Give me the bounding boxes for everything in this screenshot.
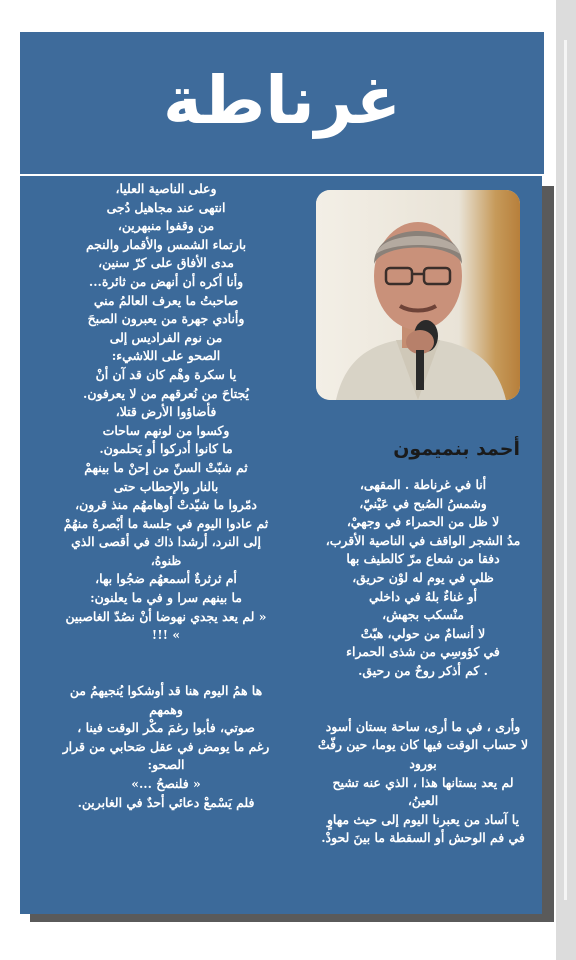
- poem-line: بورود: [409, 755, 437, 771]
- poem-line: منْسكب بجهش،: [382, 607, 464, 623]
- poem-line: دمّروا ما شيّدتْ أوهامهُم منذ قرون،: [75, 497, 257, 513]
- poem-line: في فم الوحش أو السقطة ما بينَ لحودْ.: [321, 830, 525, 846]
- author-photo: [316, 190, 520, 400]
- poem-line: فلم يَسْمعْ دعائي أحدٌ في الغابرين.: [77, 794, 255, 810]
- author-portrait-icon: [316, 190, 520, 400]
- stanza-gap: [310, 699, 536, 718]
- poem-line: من نوم الفراديس إلى: [109, 329, 223, 345]
- poem-line: دفقا من شعاع مرّ كالطيف بها: [346, 551, 500, 567]
- poem-line: أو غناءٌ بلهُ في داخلي: [369, 588, 477, 604]
- poem-line: مدُ الشجر الواقف في الناصية الأقرب،: [325, 532, 521, 548]
- page-edge: [556, 0, 576, 960]
- author-name: أحمد بنميمون: [393, 438, 520, 460]
- poem-line: لا أنسامٌ من حولي، هبّتْ: [360, 625, 486, 641]
- poem-left-column: [28, 180, 304, 812]
- page-title: غرناطة: [163, 62, 401, 139]
- poem-line: بالنار والإحطاب حتى: [113, 478, 219, 494]
- poem-right-column: [310, 476, 536, 848]
- poem-line: وأرى ، في ما أرى، ساحة بستان أسود: [325, 718, 521, 734]
- poem-panel: [20, 176, 542, 914]
- poem-line: « لم يعد يجدي نهوضا أنْ نصُدّ الغاصبين: [65, 608, 267, 624]
- poem-line: » !!!: [151, 627, 181, 643]
- poem-line: وعلى الناصية العليا،: [115, 181, 217, 196]
- poem-line: انتهى عند مجاهيل دُجى: [106, 199, 226, 215]
- poem-line: . كم أذكر روحٌ من رحيق.: [358, 662, 488, 678]
- poem-line: ها همُ اليوم هنا قد أوشكوا يُنجيهمُ من: [69, 683, 263, 699]
- poem-line: أنا في غرناطة . المقهى،: [359, 477, 487, 492]
- poem-line: ما كانوا أدركوا أو يَحلمون.: [99, 441, 233, 457]
- poem-line: وشمسُ الصُبح في عَيْنيّ،: [359, 495, 487, 511]
- poem-line: صوتي، فأبوا رغمَ مكْر الوقت فينا ،: [77, 720, 255, 736]
- poem-line: وأنا أكره أن أنهض من ثائرة...: [88, 273, 244, 289]
- poem-line: ظنوهُ،: [150, 552, 182, 568]
- poem-line: ظلي في يوم له لوْن حريق،: [352, 569, 494, 585]
- poem-line: في كؤوسِي من شذى الحمراء: [346, 644, 500, 660]
- poem-line: مدى الأفاق على كرّ سنين،: [98, 255, 234, 271]
- poem-line: صاحبتُ ما يعرف العالمُ مني: [93, 292, 239, 308]
- poem-line: ثم عادوا اليوم في جلسة ما أبْصرهُ منهُمْ: [63, 515, 269, 531]
- stanza-gap: [310, 681, 536, 700]
- title-banner: [20, 32, 544, 174]
- poem-line: لا ظل من الحمراء في وجهيْ،: [346, 514, 500, 530]
- poem-line: بارتماء الشمس والأقمار والنجم: [85, 236, 247, 252]
- poem-line: رغم ما يومض في عقل صَحابي من قرار: [62, 738, 270, 754]
- poem-line: العينُ،: [407, 793, 439, 809]
- stanza-gap: [28, 663, 304, 682]
- poem-line: يُجتاحَ من نُعرقهم من لا يعرفون.: [83, 385, 249, 401]
- poem-line: لا حساب الوقت فيها كان يوما، حين رفّتْ: [317, 737, 529, 753]
- stanza-gap: [28, 645, 304, 664]
- poem-line: الصحو:: [147, 757, 185, 773]
- poem-line: وكسوا من لونهم ساحات: [102, 422, 230, 438]
- poem-line: « فلنصحُ ...»: [131, 776, 201, 791]
- poem-line: الصحو على اللاشيء:: [111, 348, 221, 364]
- poem-line: يا سكرة وهْم كان قد آن أنْ: [95, 366, 237, 382]
- poem-line: فأضاؤوا الأرض قتلا،: [115, 404, 217, 420]
- poem-line: أم ثرثرةٌ أسمعهُم ضجُوا بها،: [95, 571, 237, 587]
- poem-line: يا آساد من يعبرنا اليوم إلى حيث مهاوٍ: [326, 811, 520, 827]
- poem-line: ما بينهم سرا و في ما يعلنون:: [90, 590, 242, 606]
- poem-line: من وقفوا منبهرين،: [117, 218, 215, 234]
- poem-line: إلى النرد، أرشدا ذاك في أقصى الذي: [71, 534, 261, 550]
- page-edge-line: [564, 40, 567, 900]
- poem-line: وأنادي جهرة من يعبرون الصبحَ: [87, 311, 245, 327]
- poem-line: وهمهم: [149, 701, 183, 717]
- poem-line: ثم شبّتْ السنّ من إحنْ ما بينهمْ: [84, 459, 248, 475]
- poem-line: لم يعد بستانها هذا ، الذي عنه تشيح: [332, 774, 514, 790]
